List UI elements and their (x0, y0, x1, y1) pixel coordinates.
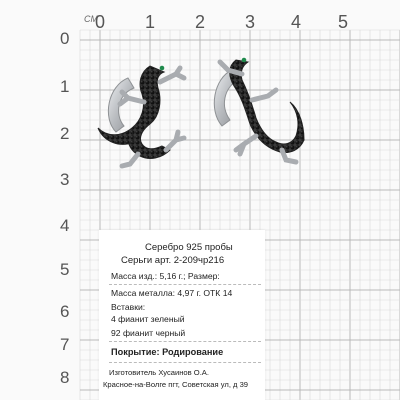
lizard-eye (242, 58, 247, 63)
ruler-y-tick: 3 (60, 170, 70, 189)
ruler-y-tick: 2 (60, 124, 70, 143)
ruler-unit-label: CM (84, 14, 98, 24)
ruler-y-tick: 4 (60, 216, 70, 235)
lizard-eye (160, 66, 165, 71)
ruler-x-tick: 3 (244, 12, 256, 32)
right-earring (214, 58, 304, 162)
tag-article-line: Серьги арт. 2-209чр216 (121, 255, 225, 266)
ruler-y-tick: 5 (60, 260, 70, 279)
lizard-leg (122, 154, 138, 166)
tag-insert-black: 92 фианит черный (111, 328, 186, 338)
tag-address-line: Красное-на-Волге пгт, Советская ул, д 39 (103, 380, 249, 389)
ruler-x-tick: 1 (144, 12, 156, 32)
tag-weight-line: Масса изд.: 5,16 г.; Размер: (111, 271, 220, 281)
tag-insert-green: 4 фианит зеленый (111, 314, 185, 324)
lizard-tail (290, 102, 304, 140)
tag-separator (109, 362, 261, 363)
ruler-y-tick: 6 (60, 302, 70, 321)
tag-separator (109, 341, 261, 342)
lizard-leg (166, 132, 184, 150)
tag-manufacturer-line: Изготовитель Хусаинов О.А. (109, 368, 209, 377)
ruler-x-tick: 0 (94, 12, 106, 32)
ruler-y-tick: 7 (60, 335, 70, 354)
ruler-y-tick: 1 (60, 77, 70, 96)
ruler-x-tick: 4 (290, 12, 302, 32)
ruler-y-tick: 8 (60, 368, 70, 387)
tag-metal-line: Серебро 925 пробы (145, 242, 233, 253)
ruler-x-tick: 5 (337, 12, 349, 32)
lizard-leg (160, 68, 184, 82)
tag-separator (109, 284, 261, 285)
left-earring (98, 66, 184, 166)
tag-metal-weight-line: Масса металла: 4,97 г. ОТК 14 (111, 288, 233, 298)
lizard-leg (236, 136, 256, 154)
lizard-leg (120, 92, 144, 104)
tag-inserts-heading: Вставки: (111, 302, 146, 312)
product-tag (99, 230, 265, 400)
lizard-leg (252, 90, 276, 100)
tag-coating-line: Покрытие: Родирование (111, 347, 224, 357)
ruler-y-tick: 0 (60, 29, 70, 48)
ruler-x-tick: 2 (194, 12, 206, 32)
